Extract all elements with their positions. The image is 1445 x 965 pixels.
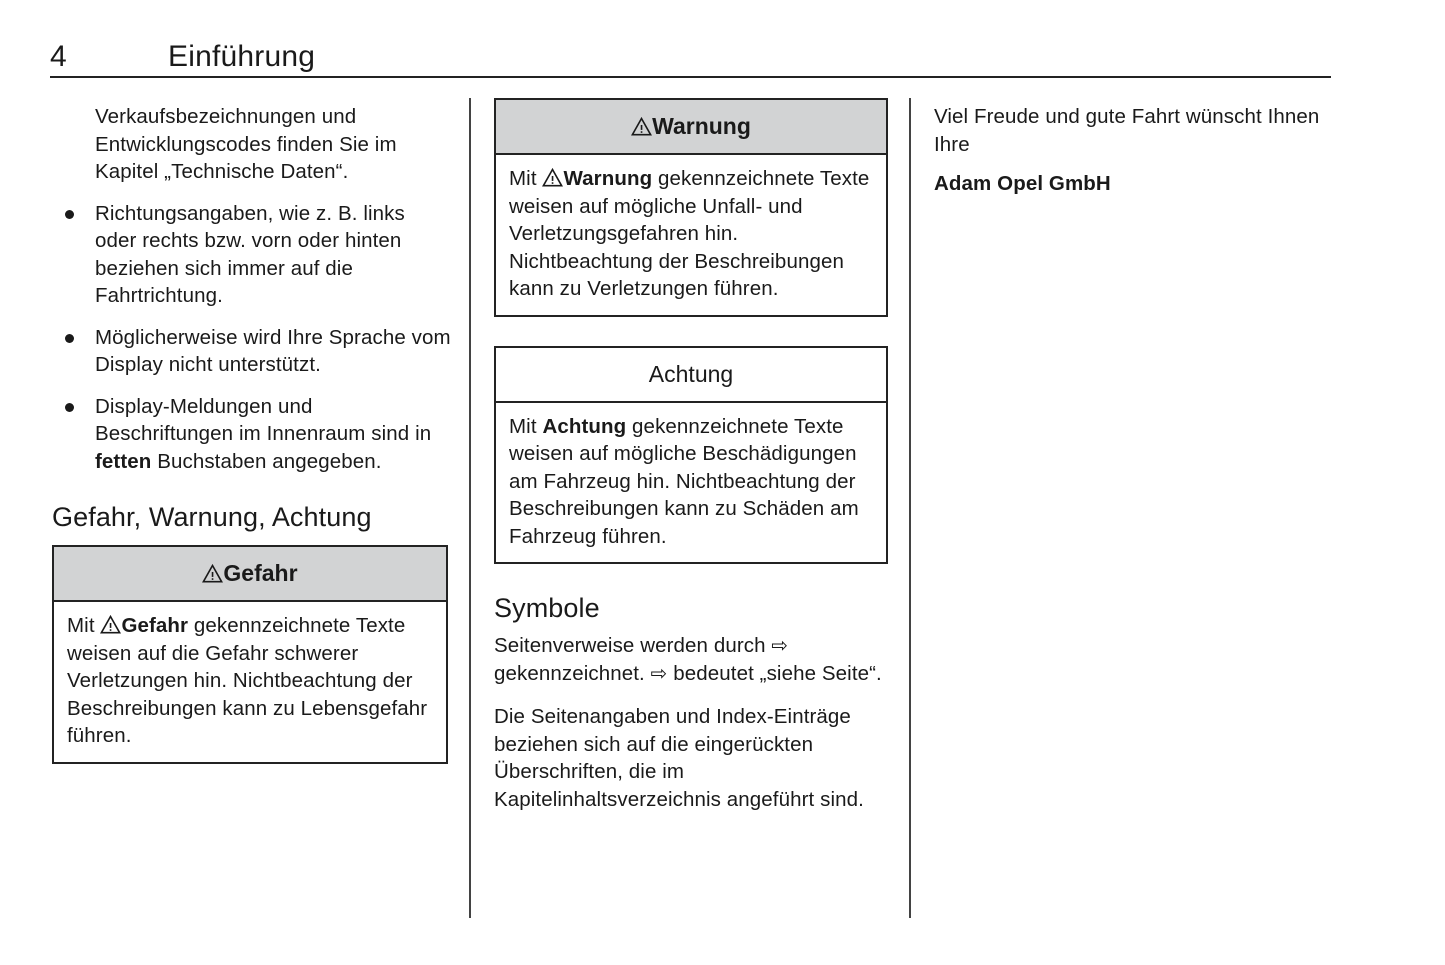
bullet-dot-icon: [65, 210, 74, 219]
list-item: [52, 393, 452, 476]
content-column-1: [52, 98, 452, 764]
content-column-3: [934, 98, 1332, 198]
symbole-text-b: gekennzeichnet.: [494, 661, 651, 685]
list-item-label: Richtungsangaben, wie z. B. links oder rechts bzw. vorn oder hinten beziehen sich immer auf die Fahrtrichtung.: [95, 201, 405, 307]
bullet-dot-icon: [65, 334, 74, 343]
symbole-paragraph-2: Die Seitenangaben und Index-Einträge beziehen sich auf die eingerückten Überschriften, die im Kapitelinhaltsverzeichnis angeführt sind.: [494, 705, 864, 811]
list-item-label-part1: Display-Meldungen und Beschriftungen im Innenraum sind in: [95, 394, 432, 445]
notice-box-achtung-header: [496, 348, 886, 403]
notice-box-gefahr-body: [54, 602, 446, 762]
notice-body-prefix: Mit: [67, 614, 101, 637]
list-item-label: Möglicherweise wird Ihre Sprache vom Display nicht unterstützt.: [95, 325, 451, 376]
right-arrow-outline-icon: ⇨: [650, 660, 668, 685]
list-item-label-part2: Buchstaben angegeben.: [151, 449, 382, 473]
notice-body-prefix: Mit: [509, 167, 543, 190]
notice-body-rest: gekennzeichnete Texte weisen auf mögliche Unfall- und Verletzungsgefahren hin. Nichtbeachtung der Beschreibungen kann zu Verletzungen führen.: [509, 167, 870, 300]
section-heading-symbole: Symbole: [494, 593, 600, 623]
notice-body-rest: gekennzeichnete Texte weisen auf mögliche Beschädigungen am Fahrzeug hin. Nichtbeachtung der Beschreibungen kann zu Schäden am Fahrzeug führen.: [509, 414, 859, 548]
section-heading-gefahr-warnung-achtung: Gefahr, Warnung, Achtung: [52, 502, 372, 532]
notice-box-gefahr: [52, 545, 448, 764]
page-title: Einführung: [168, 40, 316, 73]
notice-body-bold: Gefahr: [121, 614, 189, 637]
warning-triangle-icon: [100, 615, 121, 634]
notice-box-warnung-body: [496, 155, 886, 315]
warning-triangle-icon: [542, 168, 563, 187]
notice-body-prefix: Mit: [509, 414, 543, 438]
notice-body-bold: Achtung: [542, 414, 627, 438]
list-item: [52, 324, 452, 379]
notice-body-rest: gekennzeichnete Texte weisen auf die Gefahr schwerer Verletzungen hin. Nichtbeachtung der Beschreibungen kann zu Lebensgefahr führen.: [67, 614, 428, 747]
notice-box-gefahr-header: [54, 547, 446, 602]
intro-paragraph: Verkaufsbezeichnungen und Entwicklungscodes finden Sie im Kapitel „Technische Daten“.: [95, 105, 397, 183]
symbole-paragraph-1: [494, 632, 892, 687]
right-arrow-outline-icon: ⇨: [771, 633, 789, 657]
column-divider-left: [469, 98, 471, 918]
symbole-text-a: Seitenverweise werden durch: [494, 634, 772, 657]
column-divider-right: [909, 98, 911, 918]
header-divider-rule: [50, 76, 1331, 78]
page-header: [0, 0, 1445, 80]
notice-box-warnung: [494, 98, 888, 317]
company-name: Adam Opel GmbH: [934, 172, 1111, 195]
intro-bullet-list: [52, 200, 452, 476]
closing-paragraph: Viel Freude und gute Fahrt wünscht Ihnen Ihre: [934, 105, 1320, 156]
notice-box-warnung-header: [496, 100, 886, 155]
notice-body-bold: Warnung: [563, 167, 653, 190]
notice-box-achtung: [494, 346, 888, 565]
bullet-dot-icon: [65, 403, 74, 412]
content-column-2: [494, 98, 892, 813]
warning-triangle-icon: [202, 564, 223, 583]
list-item-label-bold: fetten: [95, 449, 152, 473]
list-item: [52, 200, 452, 310]
page-number: 4: [50, 40, 67, 73]
notice-box-gefahr-header-label: Gefahr: [223, 560, 298, 586]
warning-triangle-icon: [631, 117, 652, 136]
notice-box-warnung-header-label: Warnung: [652, 113, 751, 139]
notice-box-achtung-header-label: Achtung: [648, 360, 734, 387]
notice-box-achtung-body: [496, 403, 886, 563]
symbole-text-c: bedeutet „siehe Seite“.: [667, 661, 882, 685]
